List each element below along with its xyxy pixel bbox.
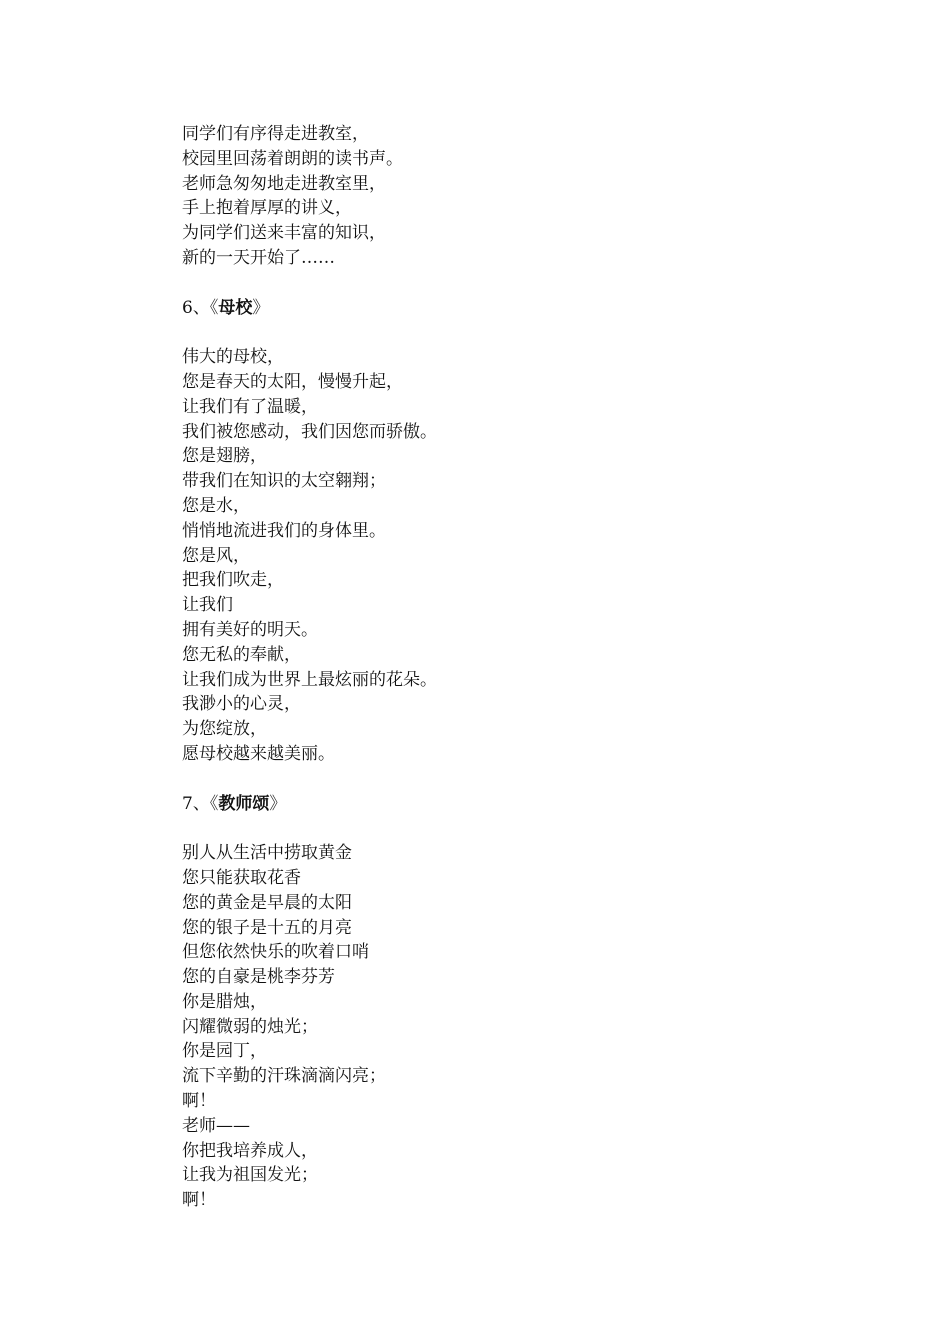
poem-line: 把我们吹走， — [182, 570, 284, 591]
poem-line: 您只能获取花香 — [182, 867, 301, 888]
poem-line: 啊！ — [182, 1190, 216, 1211]
poem-line: 你把我培养成人， — [182, 1140, 318, 1161]
poem-7-open-bracket: 《 — [209, 793, 219, 814]
poem-6-open-bracket: 《 — [209, 297, 219, 318]
poem-line: 您的自豪是桃李芬芳 — [182, 967, 335, 988]
poem-line: 别人从生活中捞取黄金 — [182, 843, 352, 864]
spacer — [182, 816, 882, 841]
spacer — [182, 271, 882, 296]
poem-line: 流下辛勤的汗珠滴滴闪亮； — [182, 1066, 386, 1087]
poem-line: 为您绽放， — [182, 719, 267, 740]
poem-line: 您是风， — [182, 545, 250, 566]
poem-line: 老师—— — [182, 1115, 250, 1136]
intro-line: 手上抱着厚厚的讲义， — [182, 198, 352, 219]
poem-line: 让我为祖国发光； — [182, 1165, 318, 1186]
poem-7-number: 7、 — [182, 793, 210, 814]
poem-line: 您的银子是十五的月亮 — [182, 917, 352, 938]
poem-line: 您是水， — [182, 495, 250, 516]
poem-line: 让我们 — [182, 595, 233, 616]
intro-line: 同学们有序得走进教室， — [182, 124, 369, 144]
intro-section — [182, 122, 882, 271]
poem-line: 您无私的奉献， — [182, 644, 301, 665]
poem-6-number: 6、 — [182, 297, 210, 318]
poem-line: 我们被您感动，我们因您而骄傲。 — [182, 421, 437, 442]
poem-7-heading — [182, 792, 882, 817]
poem-line: 但您依然快乐的吹着口哨 — [182, 942, 369, 963]
intro-line: 校园里回荡着朗朗的读书声。 — [182, 148, 403, 169]
poem-line: 您是春天的太阳，慢慢升起， — [182, 371, 403, 392]
poem-6-close-bracket: 》 — [252, 297, 270, 318]
poem-7-close-bracket: 》 — [269, 793, 287, 814]
poem-line: 让我们有了温暖， — [182, 396, 318, 417]
poem-6-title: 母校 — [218, 297, 253, 318]
poem-line: 您的黄金是早晨的太阳 — [182, 892, 352, 913]
intro-line: 新的一天开始了…… — [182, 247, 335, 268]
poem-line: 让我们成为世界上最炫丽的花朵。 — [182, 669, 437, 690]
poem-7-body — [182, 841, 882, 1213]
intro-line: 老师急匆匆地走进教室里， — [182, 173, 386, 194]
poem-line: 你是园丁， — [182, 1041, 267, 1062]
poem-line: 我渺小的心灵， — [182, 694, 301, 715]
poem-line: 伟大的母校， — [182, 347, 284, 368]
poem-6-body — [182, 345, 882, 767]
intro-line: 为同学们送来丰富的知识， — [182, 223, 386, 244]
poem-7-title: 教师颂 — [218, 793, 270, 814]
poem-line: 你是腊烛， — [182, 991, 267, 1012]
poem-line: 您是翅膀， — [182, 446, 267, 467]
spacer — [182, 767, 882, 792]
poem-line: 愿母校越来越美丽。 — [182, 743, 335, 764]
poem-6-heading — [182, 296, 882, 321]
poem-line: 悄悄地流进我们的身体里。 — [182, 520, 386, 541]
spacer — [182, 320, 882, 345]
poem-line: 啊！ — [182, 1091, 216, 1112]
poem-line: 拥有美好的明天。 — [182, 619, 318, 640]
document-page — [182, 122, 882, 1213]
poem-line: 带我们在知识的太空翱翔； — [182, 471, 386, 492]
poem-line: 闪耀微弱的烛光； — [182, 1016, 318, 1037]
